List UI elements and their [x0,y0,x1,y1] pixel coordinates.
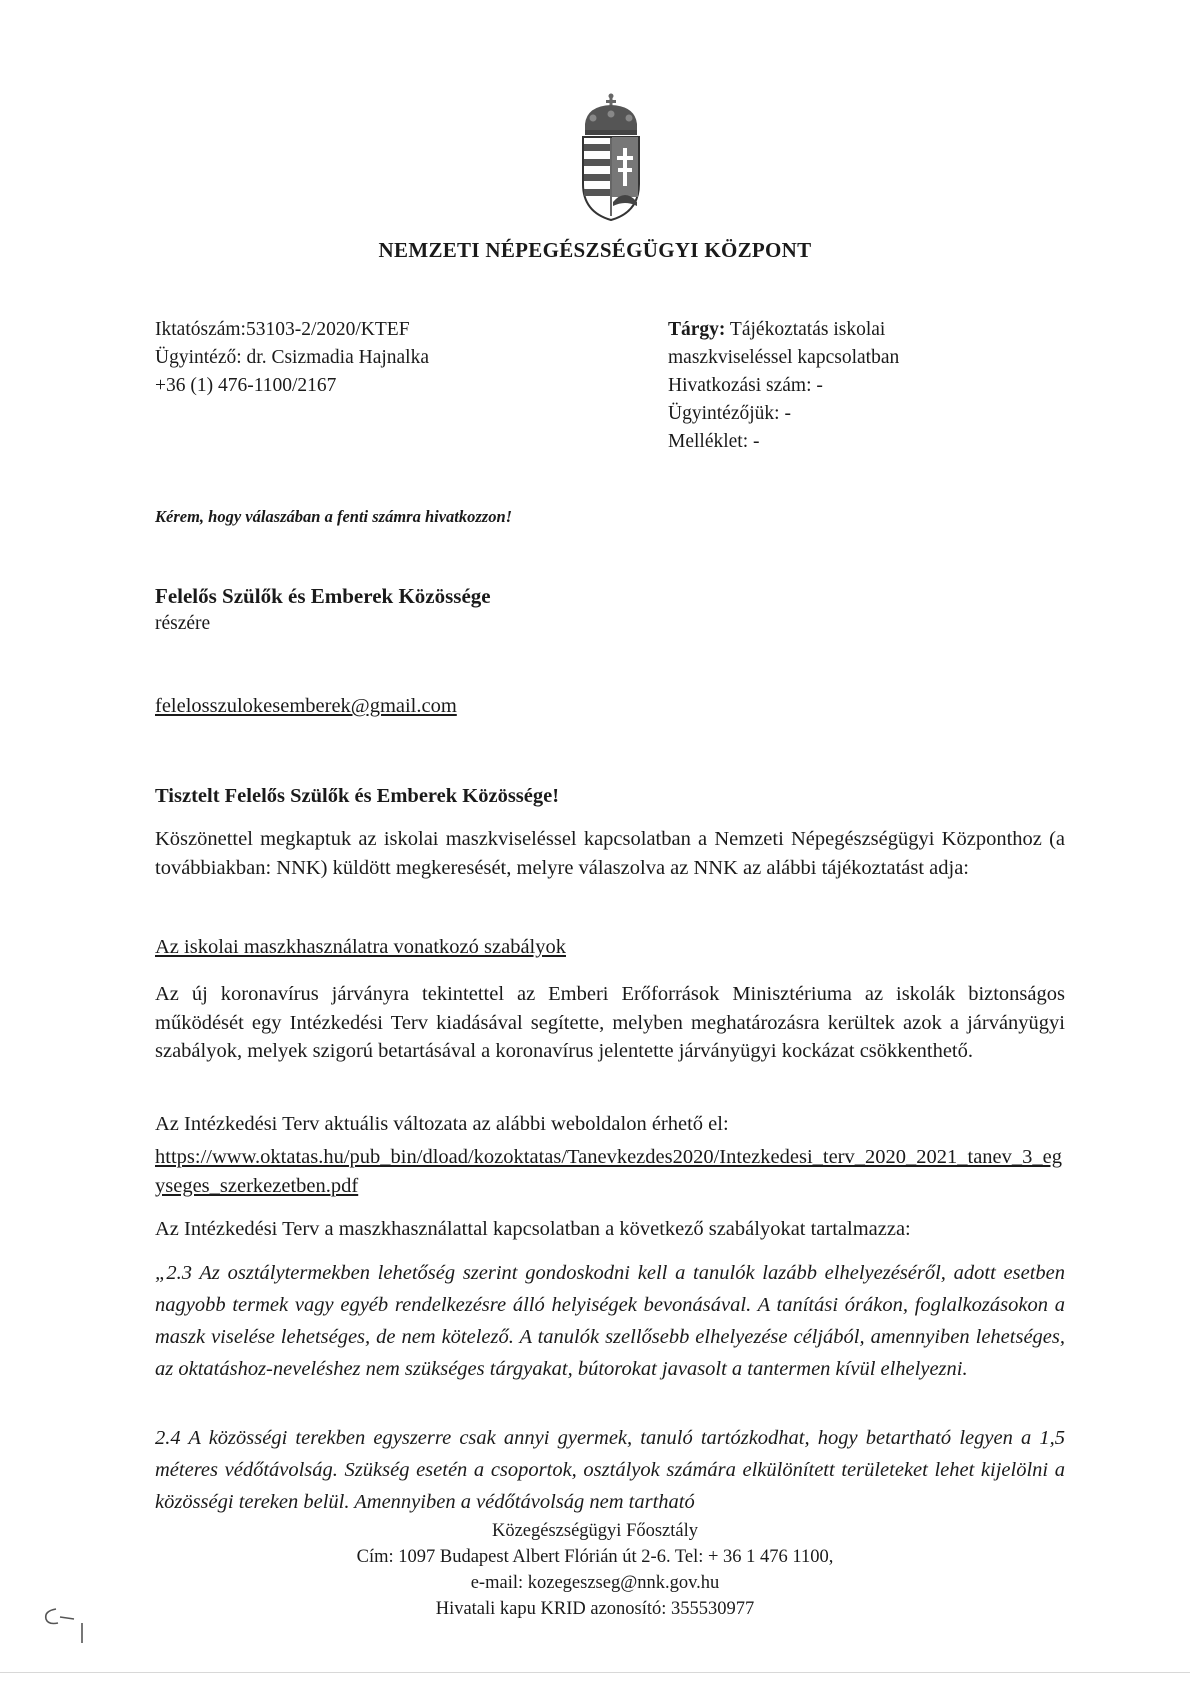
section-heading: Az iskolai maszkhasználatra vonatkozó szabályok [155,936,566,958]
subject-label: Tárgy: [668,319,726,340]
recipient-suffix: részére [155,613,211,634]
handwritten-mark [40,1603,100,1653]
subject-text-2: maszkviseléssel kapcsolatban [668,347,900,368]
body-paragraph-3: Az Intézkedési Terv aktuális változata az alábbi weboldalon érhető el: [155,1113,729,1135]
their-officer: Ügyintézőjük: - [668,403,791,424]
recipient-name: Felelős Szülők és Emberek Közössége [155,584,491,608]
page-bottom-edge [0,1672,1190,1673]
recipient-block [155,582,491,638]
footer-email: e-mail: kozegeszseg@nnk.gov.hu [470,1573,720,1593]
reference-request-note: Kérem, hogy válaszában a fenti számra hivatkozzon! [155,507,513,526]
quoted-rule-2-3: „2.3 Az osztálytermekben lehetőség szerint gondoskodni kell a tanulók lazább elhelyezéséről, adott esetben nagyobb termek vagy egyéb rendelkezésre álló helyiségek bevonásával. A tanítási órákon, foglalkozásokon a maszk viselése lehetséges, de nem kötelező. A tanulók szellősebb elhelyezése céljából, amennyiben lehetséges, az oktatáshoz-neveléshez nem szükséges tárgyakat, bútorokat javasolt a tantermen kívül elhelyezni. [155,1262,1065,1380]
subject-text-1: Tájékoztatás iskolai [725,319,886,340]
reference-block-left [155,316,429,400]
phone-number: +36 (1) 476-1100/2167 [155,375,337,396]
case-officer: Ügyintéző: dr. Csizmadia Hajnalka [155,347,430,368]
plan-url: https://www.oktatas.hu/pub_bin/dload/kozoktatas/Tanevkezdes2020/Intezkedesi_terv_2020_2021_tanev_3_egyseges_szerkezetben.pdf [155,1146,1063,1197]
body-paragraph-4: Az Intézkedési Terv a maszkhasználattal kapcsolatban a következő szabályokat tartalmazza: [155,1218,911,1240]
reference-number: Hivatkozási szám: - [668,375,823,396]
salutation: Tisztelt Felelős Szülők és Emberek Közössége! [155,785,560,807]
file-number: Iktatószám:53103-2/2020/KTEF [155,319,410,340]
footer-address: Cím: 1097 Budapest Albert Flórián út 2-6. Tel: + 36 1 476 1100, [356,1547,834,1567]
coat-of-arms-icon [577,92,645,222]
footer-krid: Hivatali kapu KRID azonosító: 355530977 [435,1599,755,1619]
body-paragraph-2: Az új koronavírus járványra tekintettel az Emberi Erőforrások Minisztériuma az iskolák biztonságos működését egy Intézkedési Terv kiadásával segítette, melyben meghatározásra kerültek azok a járványügyi szabályok, melyek szigorú betartásával a koronavírus jelentette járványügyi kockázat csökkenthető. [155,983,1065,1062]
footer [0,1518,1190,1622]
recipient-email: felelosszulokesemberek@gmail.com [155,695,457,717]
footer-department: Közegészségügyi Főosztály [491,1521,699,1541]
body-paragraph-1: Köszönettel megkaptuk az iskolai maszkviseléssel kapcsolatban a Nemzeti Népegészségügyi Központhoz (a továbbiakban: NNK) küldött megkeresését, melyre válaszolva az NNK az alábbi tájékoztatást adja: [155,828,1065,879]
organization-name: NEMZETI NÉPEGÉSZSÉGÜGYI KÖZPONT [378,238,812,262]
quoted-rule-2-4: 2.4 A közösségi terekben egyszerre csak annyi gyermek, tanuló tartózkodhat, hogy betartható legyen a 1,5 méteres védőtávolság. Szükség esetén a csoportok, osztályok számára elkülönített területeket lehet kijelölni a közösségi tereken belül. Amennyiben a védőtávolság nem tartható [155,1427,1065,1513]
reference-block-right [668,316,899,456]
attachment: Melléklet: - [668,431,760,452]
subject-line [668,316,899,344]
